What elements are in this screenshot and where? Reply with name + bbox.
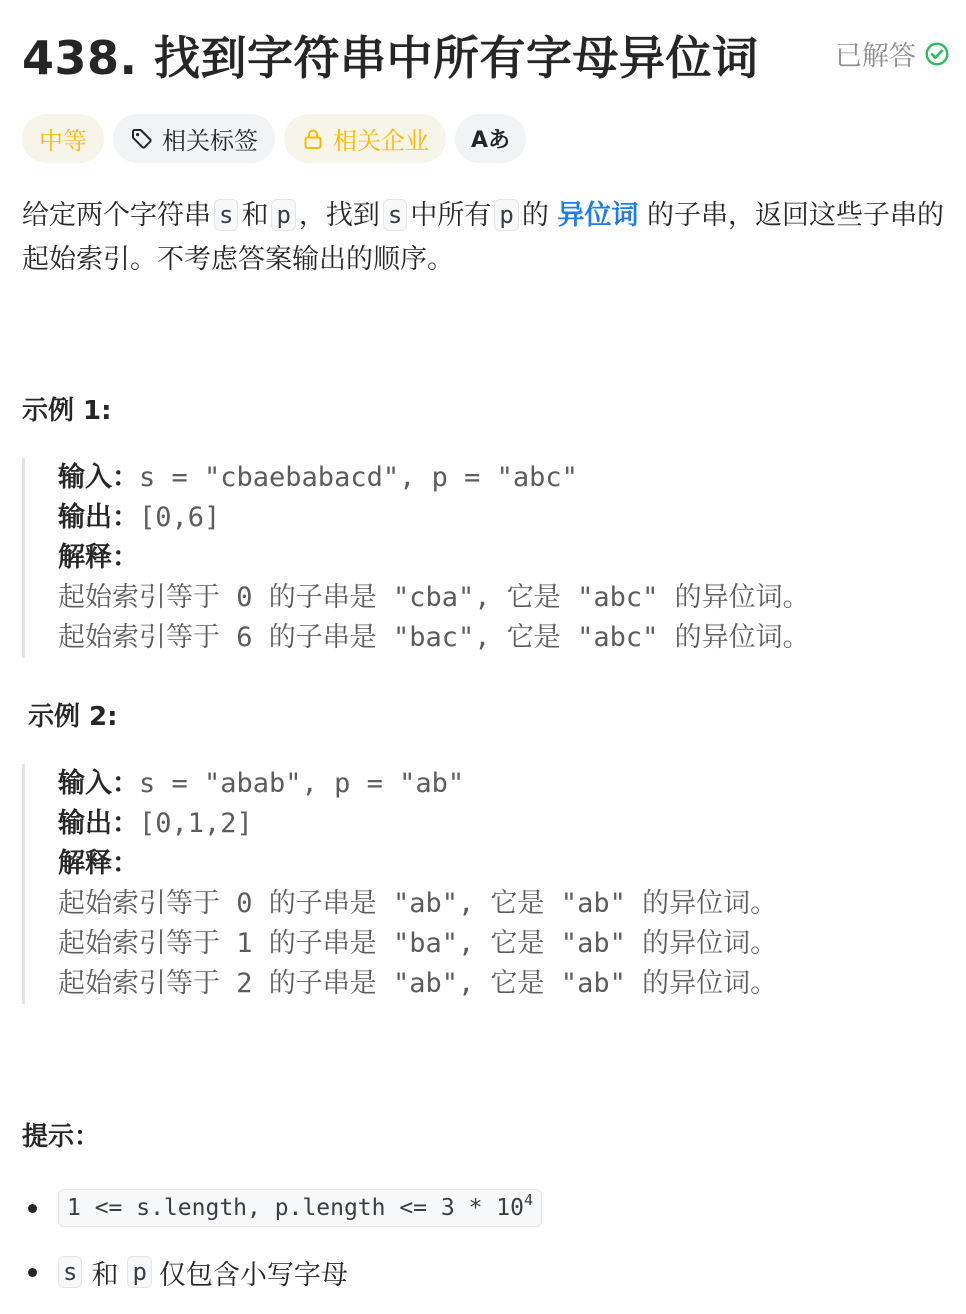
constraint-text: 仅包含小写字母 <box>158 1259 348 1291</box>
example-input: s = "cbaebabacd", p = "abc" <box>139 462 578 493</box>
tag-icon <box>130 127 154 151</box>
constraint-code <box>58 1189 542 1227</box>
example-output: [0,1,2] <box>139 808 253 839</box>
constraint-text: 和 <box>91 1259 119 1291</box>
companies-tag-label: 相关企业 <box>333 127 429 155</box>
output-label: 输出： <box>58 502 139 533</box>
input-label: 输入： <box>58 462 139 493</box>
tag-row <box>22 114 526 163</box>
translate-icon: Aあ <box>471 128 511 153</box>
constraint-text: 1 <= s.length, p.length <= 3 * 10 <box>67 1195 524 1221</box>
explain-line: 起始索引等于 0 的子串是 "cba", 它是 "abc" 的异位词。 <box>58 582 810 613</box>
example-1-title: 示例 1: <box>22 396 112 426</box>
constraints-title: 提示： <box>22 1122 101 1152</box>
check-circle-icon <box>924 41 950 67</box>
lock-icon <box>301 127 325 151</box>
input-label: 输入： <box>58 768 139 799</box>
bullet-icon <box>28 1268 37 1277</box>
difficulty-tag[interactable] <box>22 114 104 163</box>
inline-code: p <box>127 1256 151 1288</box>
desc-text: 中所有 <box>410 200 492 231</box>
topics-tag-label: 相关标签 <box>162 127 258 155</box>
example-1-block <box>22 458 810 658</box>
desc-text: 给定两个字符串 <box>22 200 211 231</box>
difficulty-label: 中等 <box>39 127 87 155</box>
inline-code: s <box>58 1256 82 1288</box>
constraint-item <box>24 1250 542 1294</box>
explain-line: 起始索引等于 0 的子串是 "ab", 它是 "ab" 的异位词。 <box>58 888 778 919</box>
desc-text: 的 <box>521 200 549 231</box>
example-input: s = "abab", p = "ab" <box>139 768 465 799</box>
companies-tag-button[interactable] <box>284 114 446 163</box>
problem-description <box>22 194 952 282</box>
desc-text: ，找到 <box>298 200 380 231</box>
example-2-title: 示例 2: <box>28 702 118 732</box>
desc-text: 和 <box>241 200 269 231</box>
output-label: 输出： <box>58 808 139 839</box>
example-2-block <box>22 764 777 1004</box>
explain-line: 起始索引等于 6 的子串是 "bac", 它是 "abc" 的异位词。 <box>58 622 810 653</box>
explain-label: 解释： <box>58 542 139 573</box>
constraint-exponent: 4 <box>523 1191 533 1209</box>
inline-code: s <box>383 199 407 231</box>
bullet-icon <box>28 1204 37 1213</box>
constraints-list <box>24 1186 542 1314</box>
problem-title: 438. 找到字符串中所有字母异位词 <box>22 31 759 85</box>
topics-tag-button[interactable] <box>113 114 275 163</box>
explain-line: 起始索引等于 2 的子串是 "ab", 它是 "ab" 的异位词。 <box>58 968 778 999</box>
translate-button[interactable] <box>455 114 526 163</box>
desc-text: 的子串，返回这些子串的起始索引。不考虑答案输出的顺序。 <box>22 200 944 275</box>
explain-line: 起始索引等于 1 的子串是 "ba", 它是 "ab" 的异位词。 <box>58 928 778 959</box>
constraint-item <box>24 1186 542 1230</box>
solved-status <box>835 34 950 73</box>
inline-code: p <box>271 199 295 231</box>
example-output: [0,6] <box>139 502 221 533</box>
solved-label: 已解答 <box>835 41 916 72</box>
explain-label: 解释： <box>58 848 139 879</box>
anagram-link[interactable]: 异位词 <box>557 200 639 231</box>
inline-code: p <box>494 199 518 231</box>
inline-code: s <box>214 199 238 231</box>
